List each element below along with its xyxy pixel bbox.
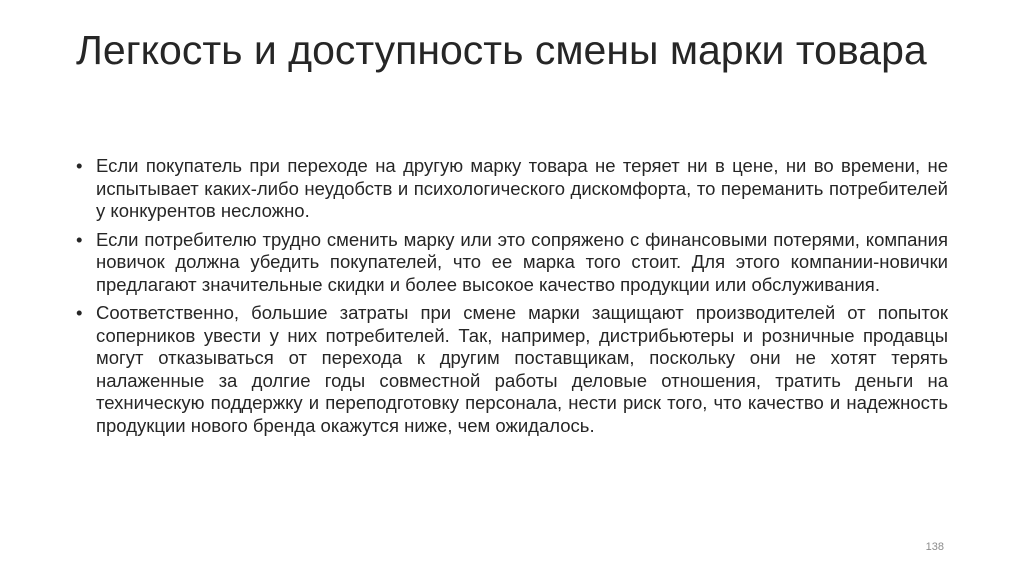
bullet-icon: • (76, 302, 83, 323)
bullet-icon: • (76, 155, 83, 176)
bullet-item (76, 302, 948, 437)
bullet-text: Если потребителю трудно сменить марку или это сопряжено с финансовыми потерями, компания новичок должна убедить покупателей, что ее марка того стоит. Для этого компании-новички предлагают значительные скидки и более высокое качество продукции или обслуживания. (96, 228, 948, 295)
page-number: 138 (925, 541, 944, 553)
bullet-list (76, 155, 948, 443)
slide-title: Легкость и доступность смены марки товара (76, 27, 927, 73)
bullet-text: Соответственно, большие затраты при смене марки защищают производителей от попыток соперников увести у них потребителей. Так, например, дистрибьютеры и розничные продавцы могут отказываться от перехода к другим поставщикам, поскольку они не хотят терять налаженные за долгие годы совместной работы деловые отношения, тратить деньги на техническую поддержку и переподготовку персонала, нести риск того, что качество и надежность продукции нового бренда окажутся ниже, чем ожидалось. (96, 302, 948, 436)
bullet-text: Если покупатель при переходе на другую марку товара не теряет ни в цене, ни во времени, не испытывает каких-либо неудобств и психологического дискомфорта, то переманить потребителей у конкурентов несложно. (96, 155, 948, 221)
bullet-item (76, 229, 948, 297)
bullet-icon: • (76, 228, 83, 250)
bullet-item (76, 155, 948, 223)
